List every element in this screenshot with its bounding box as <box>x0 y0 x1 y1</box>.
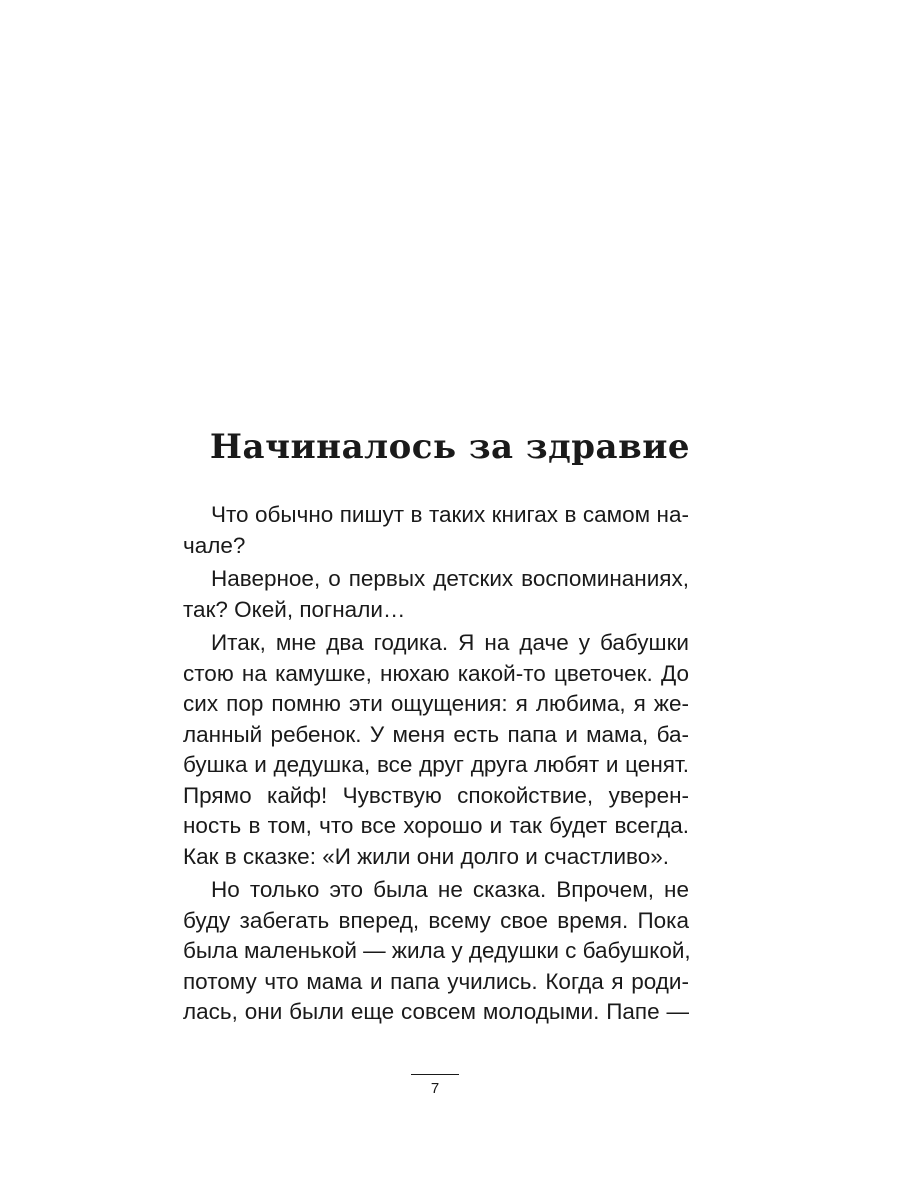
text-line: буду забегать вперед, всему свое время. Пока <box>183 907 689 933</box>
text-line: была маленькой — жила у дедушки с бабушкой, <box>183 938 691 963</box>
text-line: так? Окей, погнали… <box>183 596 406 622</box>
text-line: Итак, мне два годика. Я на даче у бабушки <box>211 630 689 655</box>
text-line: Прямо кайф! Чувствую спокойствие, уверен- <box>183 782 689 808</box>
text-line: ланный ребенок. У меня есть папа и мама, ба- <box>183 721 689 747</box>
text-line: Но только это была не сказка. Впрочем, не <box>211 877 689 902</box>
text-line: Наверное, о первых детских воспоминаниях, <box>211 566 689 591</box>
page-number: 7 <box>430 1080 440 1097</box>
paragraph <box>183 628 689 872</box>
text-line: потому что мама и папа учились. Когда я роди- <box>183 968 689 994</box>
text-line: ность в том, что все хорошо и так будет всегда. <box>183 813 689 838</box>
text-line: чале? <box>183 532 246 558</box>
chapter-title: Начиналось за здравие <box>209 427 691 467</box>
text-line: лась, они были еще совсем молодыми. Папе — <box>183 999 689 1024</box>
footer-divider <box>411 1074 459 1075</box>
text-line: сих пор помню эти ощущения: я любима, я же- <box>183 691 689 716</box>
text-line: бушка и дедушка, все друг друга любят и ценят. <box>183 752 689 777</box>
text-line: Как в сказке: «И жили они долго и счастливо». <box>183 843 670 869</box>
text-line: Что обычно пишут в таких книгах в самом на- <box>211 502 689 527</box>
paragraph <box>183 564 689 625</box>
body-text <box>183 500 689 1028</box>
paragraph <box>183 875 689 1028</box>
paragraph <box>183 500 689 561</box>
text-line: стою на камушке, нюхаю какой-то цветочек. До <box>183 660 689 686</box>
